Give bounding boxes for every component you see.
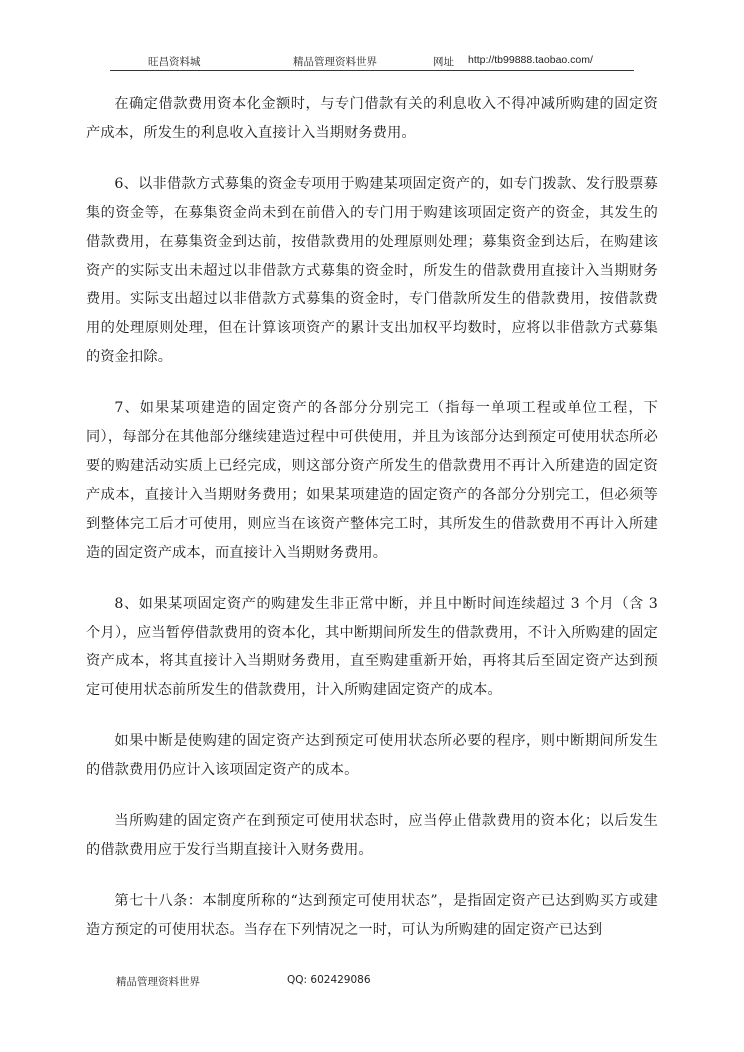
header-url: http://tb99888.taobao.com/ — [468, 54, 593, 66]
paragraph: 当所购建的固定资产在到预定可使用状态时，应当停止借款费用的资本化；以后发生的借款费用应于发行当期直接计入财务费用。 — [86, 813, 658, 858]
paragraph: 7、如果某项建造的固定资产的各部分分别完工（指每一单项工程或单位工程，下同），每部分在其他部分继续建造过程中可供使用，并且为该部分达到预定可使用状态所必要的购建活动实质上已经完成，则这部分资产所发生的借款费用不再计入所建造的固定资产成本，直接计入当期财务费用；如果某项建造的固定资产的各部分分别完工，但必须等到整体完工后才可使用，则应当在该资产整体完工时，其所发生的借款费用不再计入所建造的固定资产成本，而直接计入当期财务费用。 — [86, 400, 658, 561]
document-body — [86, 90, 658, 967]
header-site-name: 精品管理资料世界 — [293, 56, 377, 68]
paragraph: 第七十八条：本制度所称的“达到预定可使用状态”，是指固定资产已达到购买方或建造方预定的可使用状态。当存在下列情况之一时，可认为所购建的固定资产已达到 — [86, 892, 658, 938]
paragraph: 在确定借款费用资本化金额时，与专门借款有关的利息收入不得冲减所购建的固定资产成本，所发生的利息收入直接计入当期财务费用。 — [86, 96, 658, 141]
footer-qq: QQ: 602429086 — [287, 974, 371, 986]
page-header — [110, 53, 634, 71]
header-shop-name: 旺昌资料城 — [148, 56, 201, 68]
paragraph: 8、如果某项固定资产的购建发生非正常中断，并且中断时间连续超过 3 个月（含 3 个月），应当暂停借款费用的资本化，其中断期间所发生的借款费用，不计入所购建的固定资产成本，将其直接计入当期财务费用，直至购建重新开始，再将其后至固定资产达到预定可使用状态前所发生的借款费用，计入所购建固定资产的成本。 — [86, 595, 658, 699]
header-url-label: 网址 — [433, 56, 454, 68]
footer-site-name: 精品管理资料世界 — [116, 976, 200, 988]
page-footer — [116, 974, 516, 990]
paragraph: 如果中断是使购建的固定资产达到预定可使用状态所必要的程序，则中断期间所发生的借款费用仍应计入该项固定资产的成本。 — [86, 733, 658, 779]
paragraph: 6、以非借款方式募集的资金专项用于购建某项固定资产的，如专门拨款、发行股票募集的资金等，在募集资金尚未到在前借入的专门用于购建该项固定资产的资金，其发生的借款费用，在募集资金到达前，按借款费用的处理原则处理；募集资金到达后，在购建该资产的实际支出未超过以非借款方式募集的资金时，所发生的借款费用直接计入当期财务费用。实际支出超过以非借款方式募集的资金时，专门借款所发生的借款费用，按借款费用的处理原则处理，但在计算该项资产的累计支出加权平均数时，应将以非借款方式募集的资金扣除。 — [86, 175, 658, 366]
